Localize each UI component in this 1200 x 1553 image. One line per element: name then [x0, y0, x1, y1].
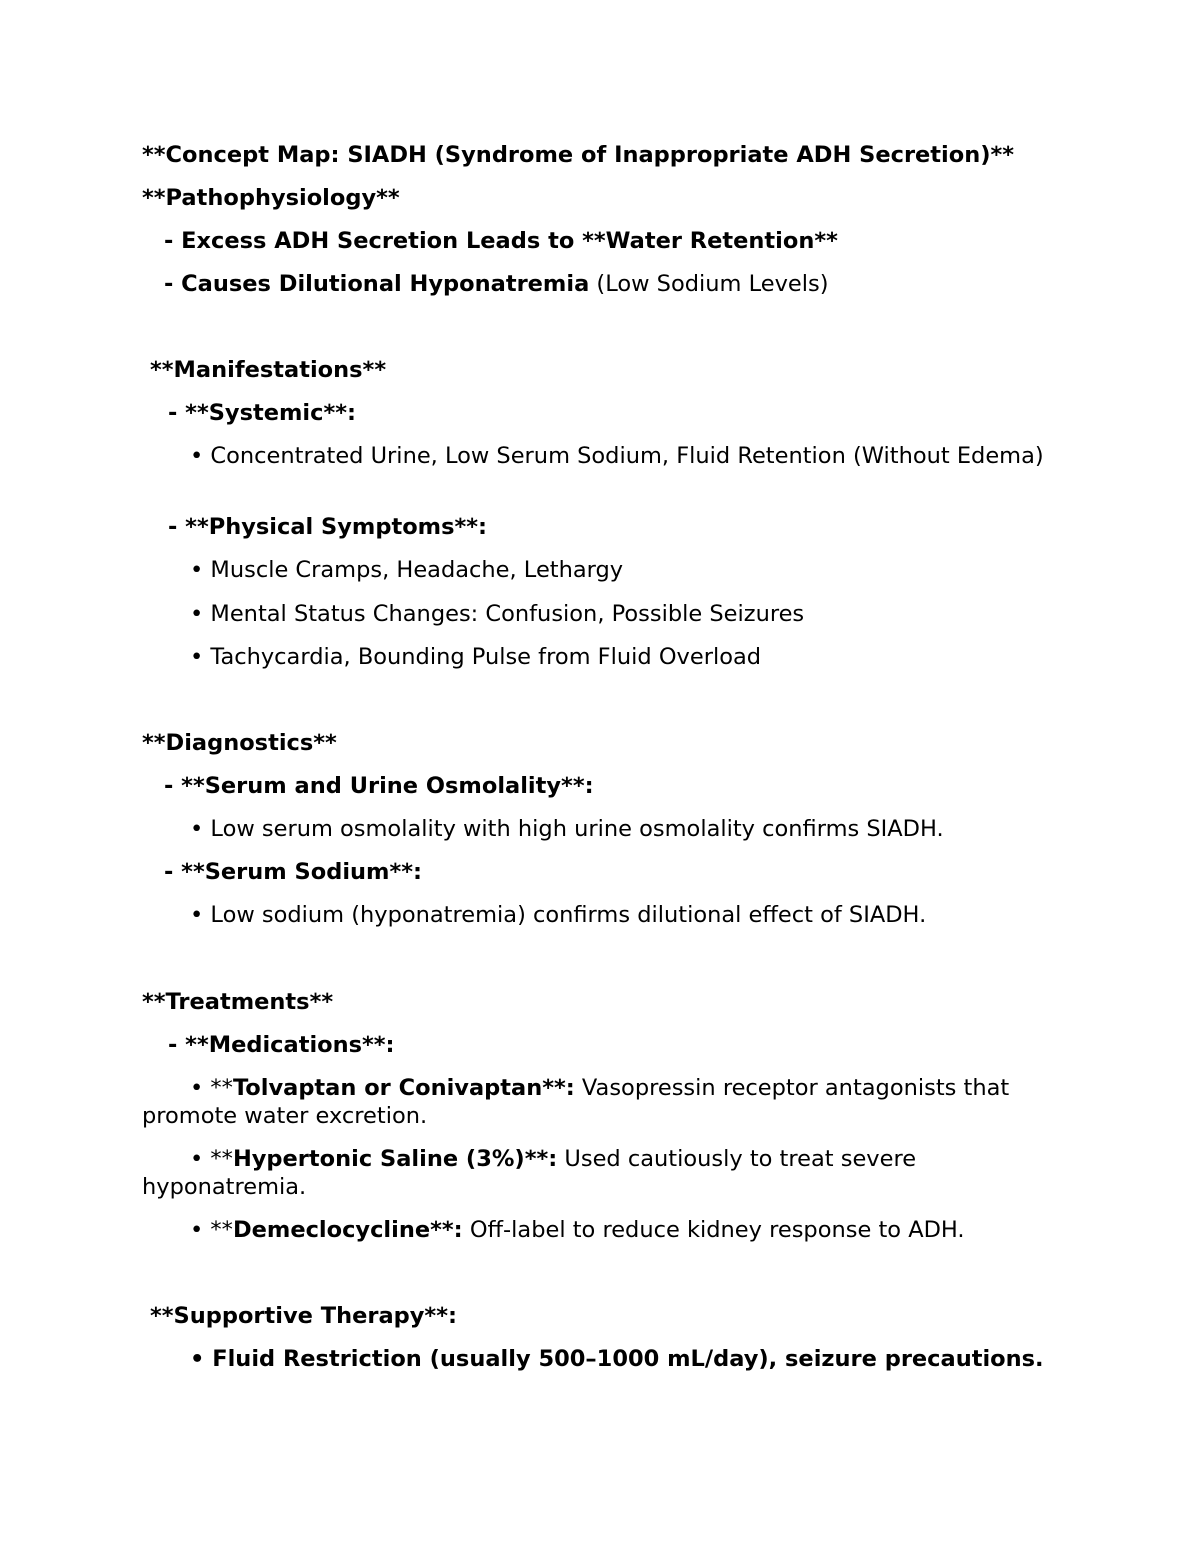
osmolality-bullet: • Low serum osmolality with high urine osmolality confirms SIADH. — [190, 816, 944, 842]
document-title: **Concept Map: SIADH (Syndrome of Inappropriate ADH Secretion)** — [142, 142, 1015, 168]
pathophysiology-item-normal: (Low Sodium Levels) — [589, 271, 829, 297]
physical-symptom-bullet: • Mental Status Changes: Confusion, Possible Seizures — [190, 601, 805, 627]
treatments-heading: **Treatments** — [142, 989, 334, 1015]
pathophysiology-item-bold: - Causes Dilutional Hyponatremia — [164, 271, 590, 297]
medication-desc: Vasopressin receptor antagonists that promote water excretion. — [142, 1075, 1017, 1129]
serum-sodium-label: - **Serum Sodium**: — [164, 859, 423, 885]
medication-suffix: **: — [430, 1217, 463, 1243]
medication-prefix: • ** — [190, 1075, 233, 1101]
osmolality-label: - **Serum and Urine Osmolality**: — [164, 773, 594, 799]
medication-item — [142, 1145, 1062, 1201]
supportive-therapy-bullet: • Fluid Restriction (usually 500–1000 mL/day), seizure precautions. — [190, 1346, 1044, 1372]
pathophysiology-item — [142, 270, 1062, 298]
medication-name: Hypertonic Saline (3%) — [232, 1146, 525, 1172]
diagnostics-heading: **Diagnostics** — [142, 730, 337, 756]
medication-item — [142, 1074, 1062, 1130]
manifestations-heading: **Manifestations** — [150, 357, 387, 383]
serum-sodium-bullet: • Low sodium (hyponatremia) confirms dilutional effect of SIADH. — [190, 902, 927, 928]
physical-symptom-bullet: • Tachycardia, Bounding Pulse from Fluid Overload — [190, 644, 762, 670]
systemic-bullet: • Concentrated Urine, Low Serum Sodium, Fluid Retention (Without Edema) — [190, 443, 1044, 469]
medication-desc: Off-label to reduce kidney response to ADH. — [462, 1217, 965, 1243]
pathophysiology-item-bold: - Excess ADH Secretion Leads to **Water Retention** — [164, 228, 838, 254]
medications-label: - **Medications**: — [168, 1032, 395, 1058]
medication-item — [142, 1216, 1062, 1244]
medication-name: Demeclocycline — [232, 1217, 431, 1243]
systemic-label: - **Systemic**: — [168, 400, 357, 426]
medication-prefix: • ** — [190, 1217, 233, 1243]
medication-suffix: **: — [542, 1075, 575, 1101]
medication-name: Tolvaptan or Conivaptan — [232, 1075, 543, 1101]
medication-prefix: • ** — [190, 1146, 233, 1172]
pathophysiology-heading: **Pathophysiology** — [142, 185, 400, 211]
medication-desc: Used cautiously to treat severe hyponatremia. — [142, 1146, 924, 1200]
physical-symptoms-label: - **Physical Symptoms**: — [168, 514, 488, 540]
physical-symptom-bullet: • Muscle Cramps, Headache, Lethargy — [190, 557, 624, 583]
pathophysiology-item — [142, 227, 1062, 255]
supportive-therapy-heading: **Supportive Therapy**: — [150, 1303, 457, 1329]
medication-suffix: **: — [524, 1146, 558, 1172]
